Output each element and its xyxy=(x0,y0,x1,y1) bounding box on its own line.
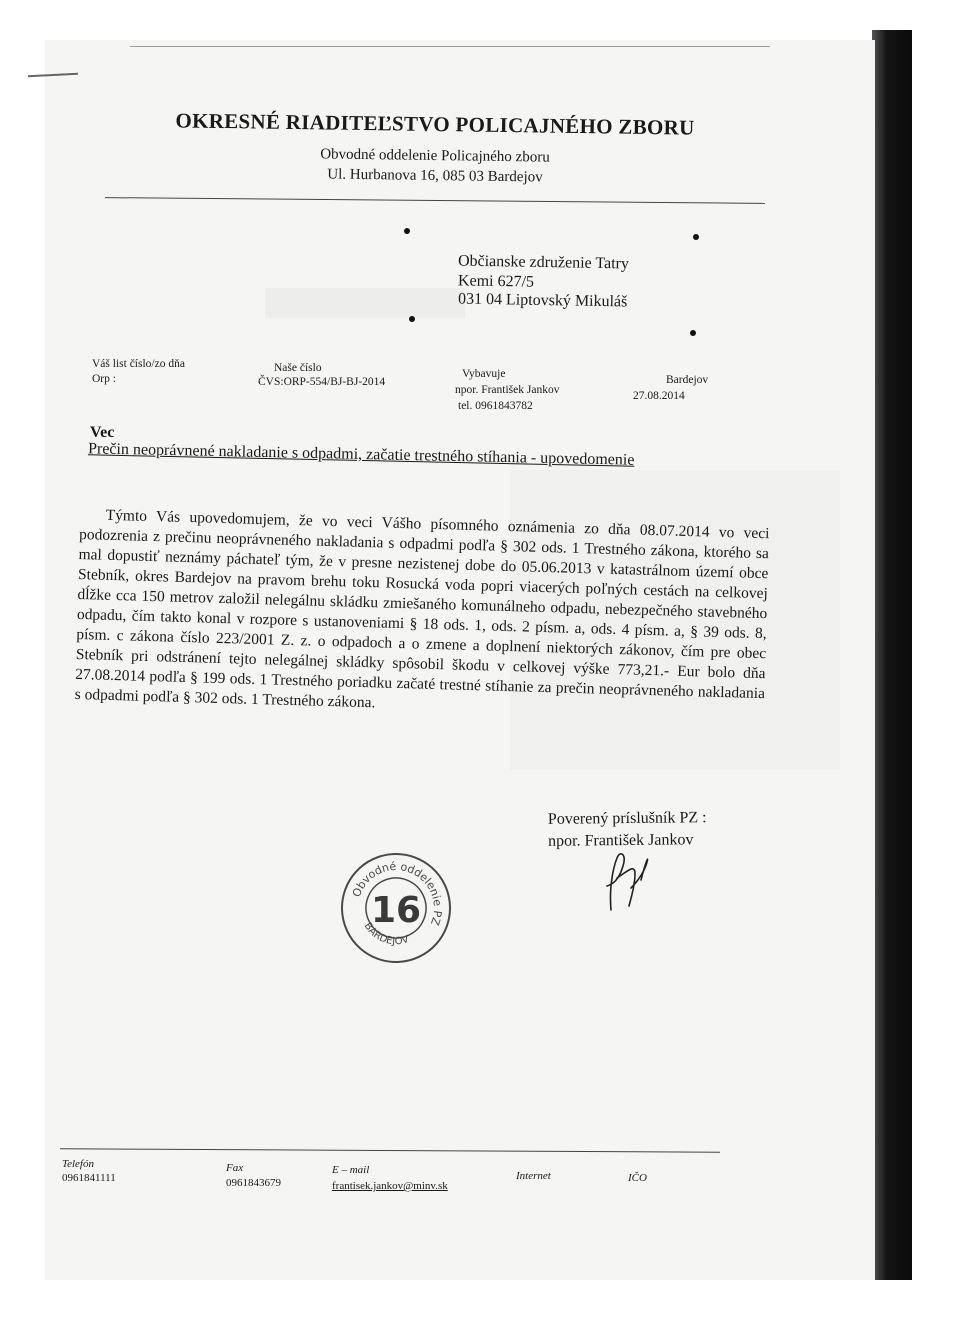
address-line: Ul. Hurbanova 16, 085 03 Bardejov xyxy=(327,166,543,186)
body-paragraph xyxy=(74,505,769,724)
institution-title: OKRESNÉ RIADITEĽSTVO POLICAJNÉHO ZBORU xyxy=(175,108,695,140)
stamp-ring-bottom: BARDEJOV xyxy=(361,920,411,948)
footer-fax: 0961843679 xyxy=(226,1177,281,1189)
place: Bardejov xyxy=(666,374,709,386)
scan-edge-line xyxy=(130,46,770,47)
footer-ico-label: IČO xyxy=(628,1172,647,1184)
footer-internet-label: Internet xyxy=(516,1170,551,1182)
handwritten-signature xyxy=(595,840,665,920)
handled-by-name: npor. František Jankov xyxy=(455,384,560,396)
recipient-name: Občianske združenie Tatry xyxy=(457,252,630,273)
date: 27.08.2014 xyxy=(633,390,685,402)
stamp-number: 16 xyxy=(370,890,422,931)
footer-fax-label: Fax xyxy=(226,1162,244,1174)
subject-text: Prečin neoprávnené nakladanie s odpadmi, začatie trestného stíhania - upovedomenie xyxy=(87,440,635,469)
handled-by-phone: tel. 0961843782 xyxy=(458,400,533,412)
footer-email-label: E – mail xyxy=(332,1164,370,1176)
footer-email: frantisek.jankov@minv.sk xyxy=(332,1180,448,1192)
bleed-through-mark xyxy=(265,288,465,318)
footer-phone-label: Telefón xyxy=(62,1158,94,1170)
signer-role: Poverený príslušník PZ : xyxy=(547,809,707,828)
recipient-city: 031 04 Liptovský Mikuláš xyxy=(457,290,628,311)
bullet-dot xyxy=(693,234,699,240)
department-line: Obvodné oddelenie Policajného zboru xyxy=(320,146,550,166)
handled-by-label: Vybavuje xyxy=(462,368,506,380)
bullet-dot xyxy=(409,316,415,322)
orp-label: Orp : xyxy=(92,373,116,385)
your-letter-label: Váš list číslo/zo dňa xyxy=(92,358,185,370)
signer-name: npor. František Jankov xyxy=(548,831,694,850)
bullet-dot xyxy=(404,228,410,234)
subject-label: Vec xyxy=(90,424,115,441)
bullet-dot xyxy=(690,330,696,336)
body-text: Týmto Vás upovedomujem, že vo veci Vášho písomného oznámenia zo dňa 08.07.2014 vo veci podozrenia z prečinu neoprávneného nakladania s odpadmi podľa § 302 ods. 1 Trestného zákona, ktorého sa mal dopustiť neznámy páchateľ tým, že v presne nezistenej dobe do 05.06.2013 v katastrálnom území obce Stebník, okres Bardejov na pravom brehu toku Rosucká voda popri viacerých poľných cestách na celkovej dĺžke cca 150 metrov založil nelegálnu skládku zmiešaného komunálneho odpadu, nebezpečného stavebného odpadu, čím takto konal v rozpore s ustanoveniami § 18 ods. 1, ods. 2 písm. a, ods. 4 písm. a, § 39 ods. 8, písm. c zákona číslo 223/2001 Z. z. o odpadoch a o zmene a doplnení niektorých zákonov, čím pre obec Stebník pri odstránení tejto nelegálnej skládky spôsobil škodu v celkovej výške 773,21.- Eur bolo dňa 27.08.2014 podľa § 199 ods. 1 Trestného poriadku začaté trestné stíhanie za prečin neoprávneného nakladania s odpadmi podľa § 302 ods. 1 Trestného zákona. xyxy=(74,506,770,712)
our-number-label: Naše číslo xyxy=(274,362,322,374)
our-number: ČVS:ORP-554/BJ-BJ-2014 xyxy=(258,376,386,388)
stamp-ring-top: Obvodné oddelenie PZ xyxy=(349,859,445,927)
recipient-street: Kemi 627/5 xyxy=(457,272,535,291)
footer-phone: 0961841111 xyxy=(62,1172,116,1184)
scan-shadow-edge xyxy=(872,30,912,1280)
official-stamp xyxy=(338,850,454,966)
